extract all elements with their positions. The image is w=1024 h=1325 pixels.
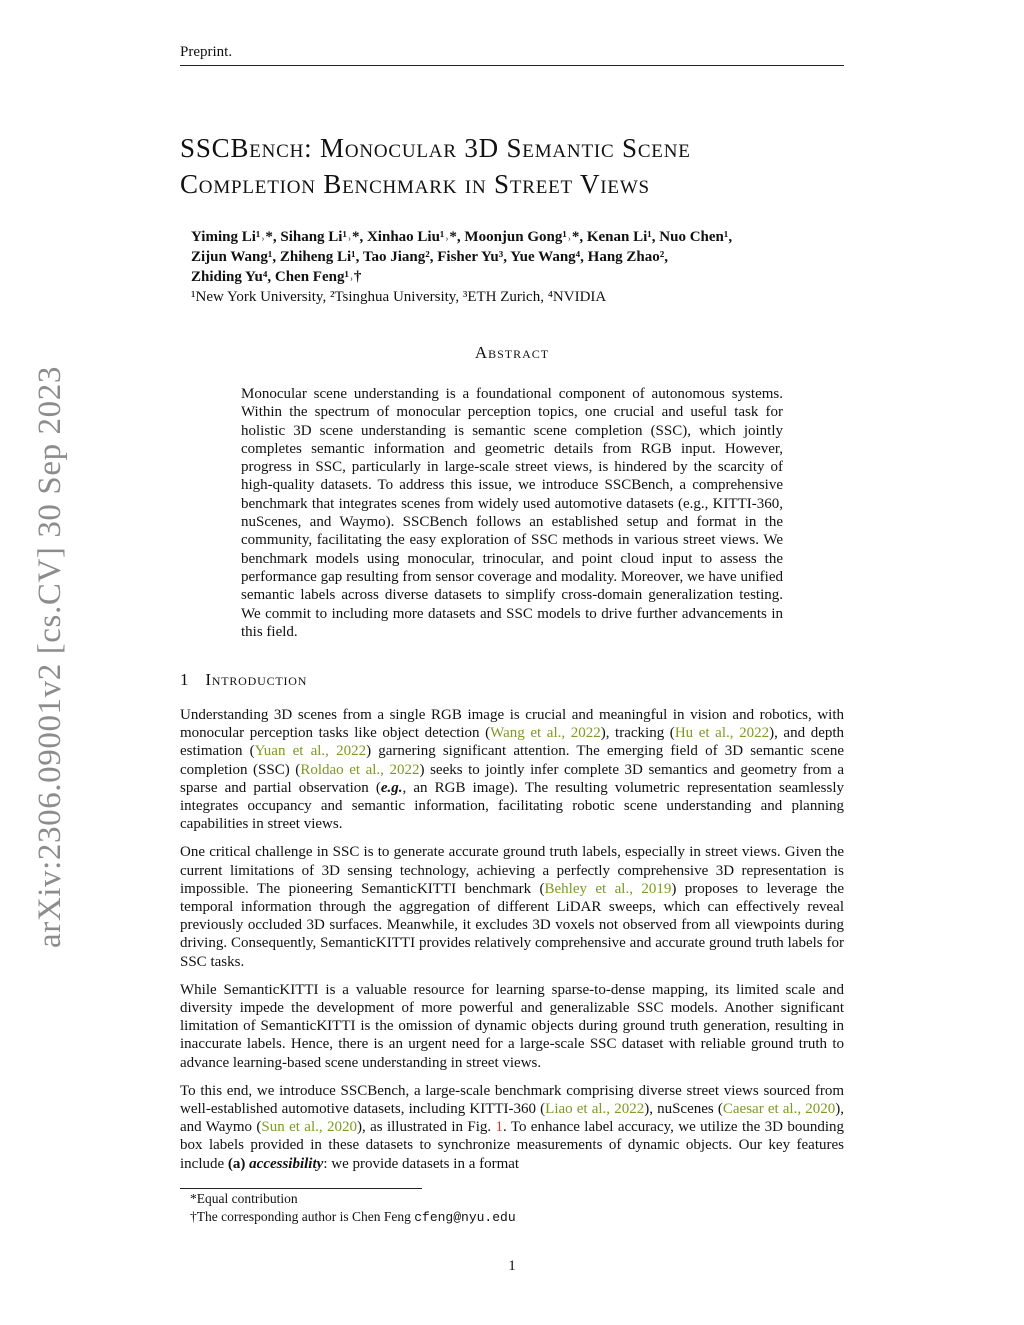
paragraph-3: While SemanticKITTI is a valuable resource for learning sparse-to-dense mapping, its limited scale and diversity impede the development of more powerful and generalizable SSC models. Another significant limitation of SemanticKITTI is the omission of dynamic objects during ground truth generation, resulting in inaccurate labels. Hence, there is an urgent need for a large-scale SSC dataset with reliable ground truth to advance learning-based scene understanding in street views. xyxy=(180,981,844,1071)
text-run: ) proposes to leverage the temporal information through the aggregation of different LiDAR sweeps, which can effectively reveal previously occluded 3D surfaces. Meanwhile, it excludes 3D voxels not observed from all viewpoints during driving. Consequently, SemanticKITTI provides relatively comprehensive and accurate ground truth labels for SSC tasks. xyxy=(180,880,845,970)
footnotes xyxy=(190,1190,840,1227)
footnote-corresponding-author xyxy=(190,1208,840,1227)
author-block xyxy=(191,227,841,307)
title-line-2: Completion Benchmark in Street Views xyxy=(180,169,650,199)
paragraph-4 xyxy=(180,1082,844,1173)
citation-link[interactable]: Hu et al., 2022 xyxy=(674,725,770,742)
text-run: ), nuScenes ( xyxy=(644,1101,723,1118)
abstract-body: Monocular scene understanding is a foundational component of autonomous systems. Within the spectrum of monocular perception topics, one crucial and useful task for holistic 3D scene understanding is semantic scene completion (SSC), which jointly completes semantic information and geometric details from RGB input. However, progress in SSC, particularly in large-scale street views, is hindered by the scarcity of high-quality datasets. To address this issue, we introduce SSCBench, a comprehensive benchmark that integrates scenes from widely used automotive datasets (e.g., KITTI-360, nuScenes, and Waymo). SSCBench follows an established setup and format in the community, facilitating the easy exploration of SSC methods in various street views. We benchmark models using monocular, trinocular, and point cloud input to assess the performance gap resulting from sensor coverage and modality. Moreover, we have unified semantic labels across diverse datasets to simplify cross-domain generalization testing. We commit to including more datasets and SSC models to drive further advancements in this field. xyxy=(241,386,783,640)
citation-link[interactable]: Liao et al., 2022 xyxy=(545,1101,645,1118)
text-run: ), as illustrated in Fig. xyxy=(357,1119,496,1136)
arxiv-identifier: arXiv:2306.09001v2 [cs.CV] 30 Sep 2023 xyxy=(32,366,68,948)
text-run: ), and depth estimation ( xyxy=(180,725,845,760)
citation-link[interactable]: Yuan et al., 2022 xyxy=(254,743,367,760)
text-run: To this end, we introduce SSCBench, a large-scale benchmark comprising diverse street views sourced from well-established automotive datasets, including KITTI-360 ( xyxy=(180,1082,844,1118)
bold-italic-term: accessibility xyxy=(249,1155,324,1172)
text-run: ) seeks to jointly infer complete 3D semantics and geometry from a sparse and partial observation ( xyxy=(180,761,845,796)
section-heading xyxy=(180,670,307,690)
paper-title xyxy=(180,130,844,202)
header-rule xyxy=(180,65,844,66)
arxiv-sidebar xyxy=(30,350,70,950)
title-line-1: SSCBench: Monocular 3D Semantic Scene xyxy=(180,133,691,163)
page-number: 1 xyxy=(508,1258,516,1274)
section-number: 1 xyxy=(180,670,190,689)
citation-link[interactable]: Behley et al., 2019 xyxy=(544,880,672,897)
text-run: Understanding 3D scenes from a single RGB image is crucial and meaningful in vision and robotics, with monocular perception tasks like object detection ( xyxy=(180,707,844,742)
abstract-heading: Abstract xyxy=(474,343,550,362)
footnote-text: †The corresponding author is Chen Feng xyxy=(190,1209,415,1224)
text-run: ), and Waymo ( xyxy=(180,1101,844,1136)
introduction-body xyxy=(180,706,844,1183)
bold-label: (a) xyxy=(227,1155,246,1172)
text-run: ), tracking ( xyxy=(600,725,675,742)
affiliations: ¹New York University, ²Tsinghua University, ³ETH Zurich, ⁴NVIDIA xyxy=(191,289,607,305)
text-run: : we provide datasets in a format xyxy=(323,1155,520,1172)
author-line-3: Zhiding Yu⁴, Chen Feng¹˒† xyxy=(191,269,362,285)
author-line-1: Yiming Li¹˒*, Sihang Li¹˒*, Xinhao Liu¹˒*, Moonjun Gong¹˒*, Kenan Li¹, Nuo Chen¹, xyxy=(191,229,733,245)
citation-link[interactable]: Wang et al., 2022 xyxy=(490,725,601,742)
text-run: , an RGB image). The resulting volumetric representation seamlessly integrates occupancy and semantic information, facilitating robotic scene understanding and planning capabilities in street views. xyxy=(180,779,844,833)
author-line-2: Zijun Wang¹, Zhiheng Li¹, Tao Jiang², Fisher Yu³, Yue Wang⁴, Hang Zhao², xyxy=(191,249,669,265)
citation-link[interactable]: Caesar et al., 2020 xyxy=(722,1101,836,1118)
citation-link[interactable]: Sun et al., 2020 xyxy=(261,1119,357,1136)
running-header: Preprint. xyxy=(180,44,233,60)
figure-ref-link[interactable]: 1 xyxy=(495,1119,503,1136)
footnote-rule xyxy=(180,1188,422,1189)
section-title: Introduction xyxy=(205,670,308,689)
text-run: . To enhance label accuracy, we utilize the 3D bounding box labels provided in these datasets to synchronize measurements of dynamic objects. Our key features include xyxy=(180,1119,844,1172)
citation-link[interactable]: Roldao et al., 2022 xyxy=(300,761,420,778)
text-run: One critical challenge in SSC is to generate accurate ground truth labels, especially in street views. Given the current limitations of 3D sensing technology, achieving a perfectly comprehensive 3D representation is impossible. The pioneering SemanticKITTI benchmark ( xyxy=(180,844,844,897)
paragraph-1 xyxy=(180,706,844,833)
emphasis-eg: e.g. xyxy=(380,779,403,796)
footnote-equal-contribution: *Equal contribution xyxy=(190,1191,298,1206)
text-run: ) garnering significant attention. The emerging field of 3D semantic scene completion (SSC) ( xyxy=(180,743,844,778)
email-link[interactable]: cfeng@nyu.edu xyxy=(414,1210,516,1225)
paragraph-2 xyxy=(180,843,844,970)
